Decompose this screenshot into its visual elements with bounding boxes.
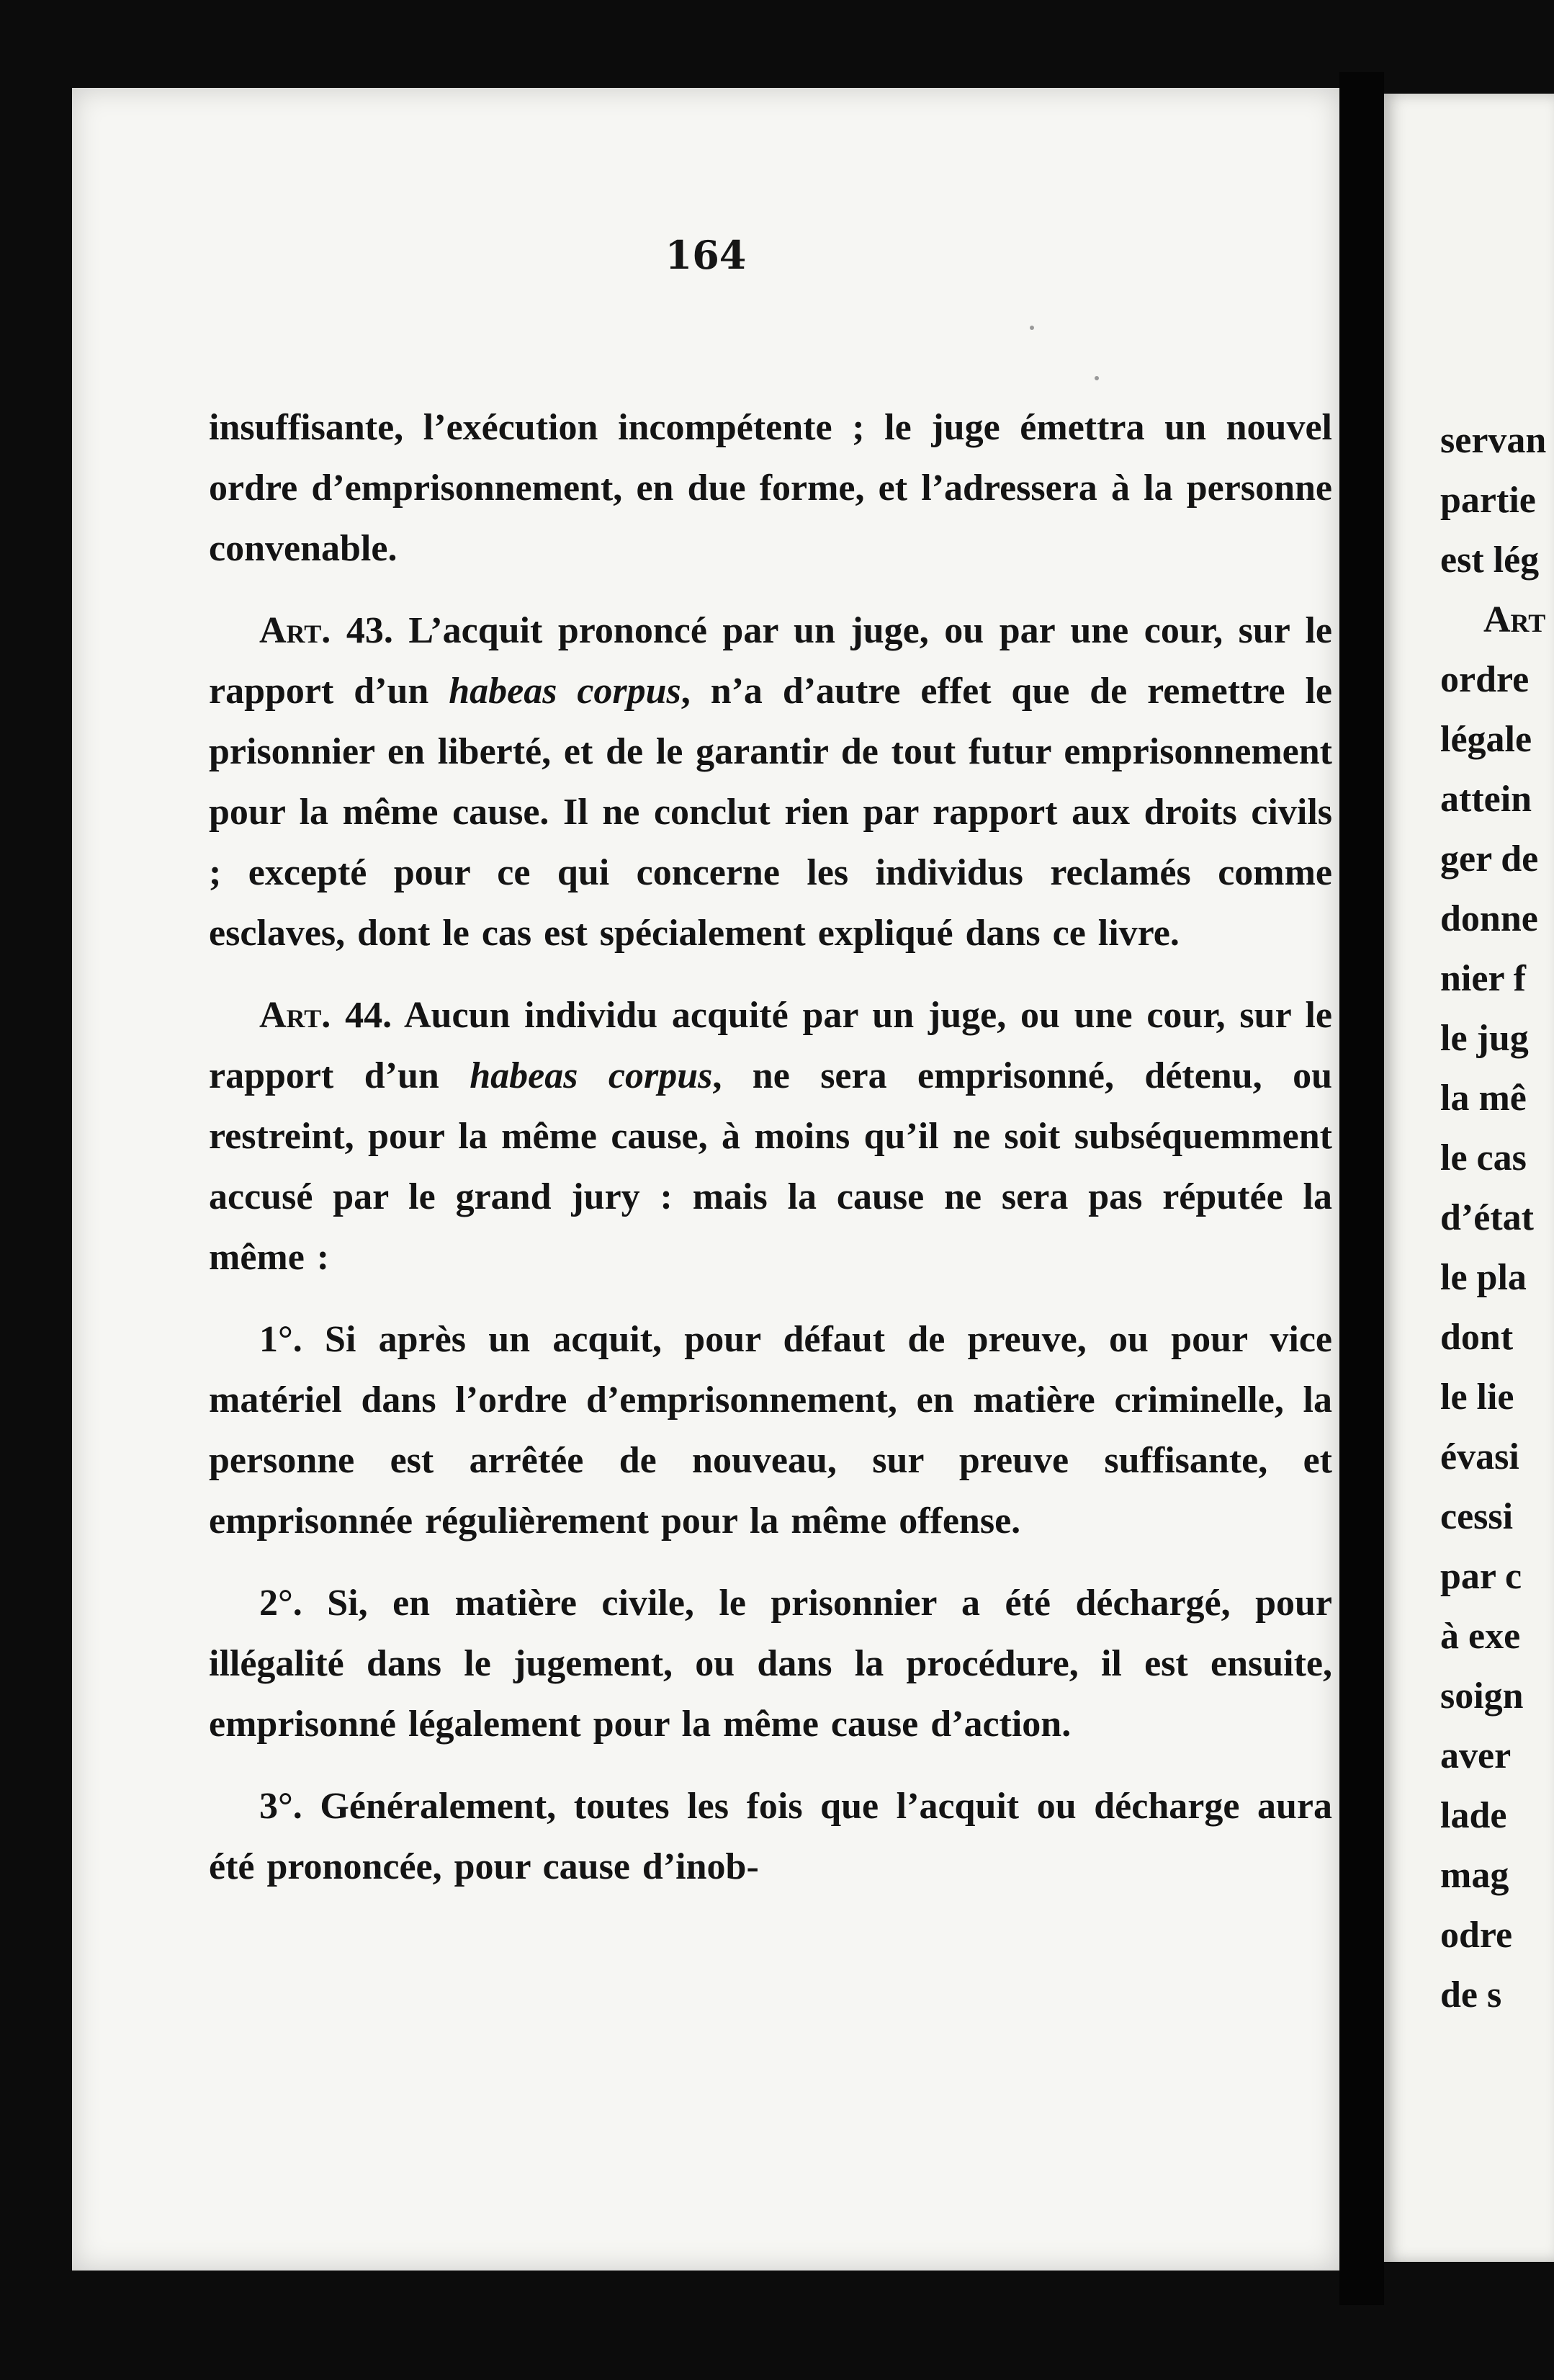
right-page-fragment: est lég — [1440, 540, 1540, 581]
scan-speck — [1030, 326, 1034, 330]
article-43-text-before: L’acquit prononcé par un juge, ou par une cour, sur le rapport d’un — [209, 610, 1333, 712]
article-43 — [209, 601, 1332, 964]
right-page-fragment: donne — [1440, 898, 1538, 939]
right-page-fragment: aver — [1440, 1735, 1512, 1776]
right-page-fragment: à exe — [1440, 1616, 1521, 1657]
right-page-fragment: attein — [1440, 779, 1532, 820]
right-page-fragment: par c — [1440, 1556, 1522, 1597]
right-page-fragment: de s — [1440, 1974, 1502, 2016]
right-page-fragment: partie — [1440, 480, 1536, 521]
right-page-fragment: dont — [1440, 1317, 1514, 1358]
article-44-text-after: , ne sera emprisonné, détenu, ou restreint, pour la même cause, à moins qu’il ne soit subséquemment accusé par le grand jury : mais la cause ne sera pas réputée la même : — [209, 1055, 1332, 1278]
article-43-label: Art. 43. — [259, 610, 393, 651]
article-44-italic: habeas corpus — [470, 1055, 713, 1096]
page-gutter — [1339, 72, 1384, 2305]
right-page-fragment: le jug — [1440, 1018, 1529, 1059]
right-page-fragment: ger de — [1440, 838, 1539, 880]
item-3: 3°. Généralement, toutes les fois que l’acquit ou décharge aura été prononcée, pour cause d’inob- — [209, 1786, 1332, 1887]
page-number: 164 — [665, 232, 747, 278]
right-page-fragment: cessi — [1440, 1496, 1514, 1537]
left-page — [72, 88, 1339, 2271]
right-page-fragment: le cas — [1440, 1137, 1527, 1178]
right-page-fragment: le lie — [1440, 1377, 1514, 1418]
article-43-italic: habeas corpus — [449, 671, 681, 712]
right-page-fragment: Art — [1483, 599, 1546, 640]
right-page-fragment: servan — [1440, 420, 1547, 461]
article-44-text-before: Aucun individu acquité par un juge, ou une cour, sur le rapport d’un — [209, 995, 1333, 1096]
right-page-fragment: la mê — [1440, 1078, 1527, 1119]
right-page-fragment: évasi — [1440, 1436, 1519, 1477]
right-page-fragment: nier f — [1440, 958, 1526, 999]
item-1: 1°. Si après un acquit, pour défaut de preuve, ou pour vice matériel dans l’ordre d’emprisonnement, en matière criminelle, la personne est arrêtée de nouveau, sur preuve suffisante, et emprisonnée régulièrement pour la même offense. — [209, 1319, 1332, 1542]
right-page-fragment: odre — [1440, 1915, 1513, 1956]
right-page-fragment: légale — [1440, 719, 1532, 760]
right-page-fragment: le pla — [1440, 1257, 1527, 1298]
item-2: 2°. Si, en matière civile, le prisonnier a été déchargé, pour illégalité dans le jugement, ou dans la procédure, il est ensuite, emprisonné légalement pour la même cause d’action. — [209, 1583, 1332, 1745]
right-page-text-fragments — [1440, 411, 1546, 2025]
right-page-fragment: mag — [1440, 1855, 1509, 1896]
right-page-fragment: d’état — [1440, 1197, 1534, 1238]
article-44-label: Art. 44. — [259, 995, 392, 1036]
right-page-edge — [1384, 94, 1554, 2262]
right-page-fragment: soign — [1440, 1676, 1524, 1717]
right-page-fragment: ordre — [1440, 659, 1530, 700]
article-43-text-after: , n’a d’autre effet que de remettre le prisonnier en liberté, et de le garantir de tout futur emprisonnement pour la même cause. Il ne conclut rien par rapport aux droits civils ; excepté pour ce qui concerne les individus reclamés comme esclaves, dont le cas est spécialement expliqué dans ce livre. — [209, 671, 1332, 954]
scan-speck — [1095, 376, 1099, 380]
article-44 — [209, 985, 1332, 1288]
right-page-fragment: lade — [1440, 1795, 1507, 1836]
page-body — [209, 398, 1332, 1919]
paragraph-continuation: insuffisante, l’exécution incompétente ; le juge émettra un nouvel ordre d’emprisonnement, en due forme, et l’adressera à la personne convenable. — [209, 407, 1332, 569]
